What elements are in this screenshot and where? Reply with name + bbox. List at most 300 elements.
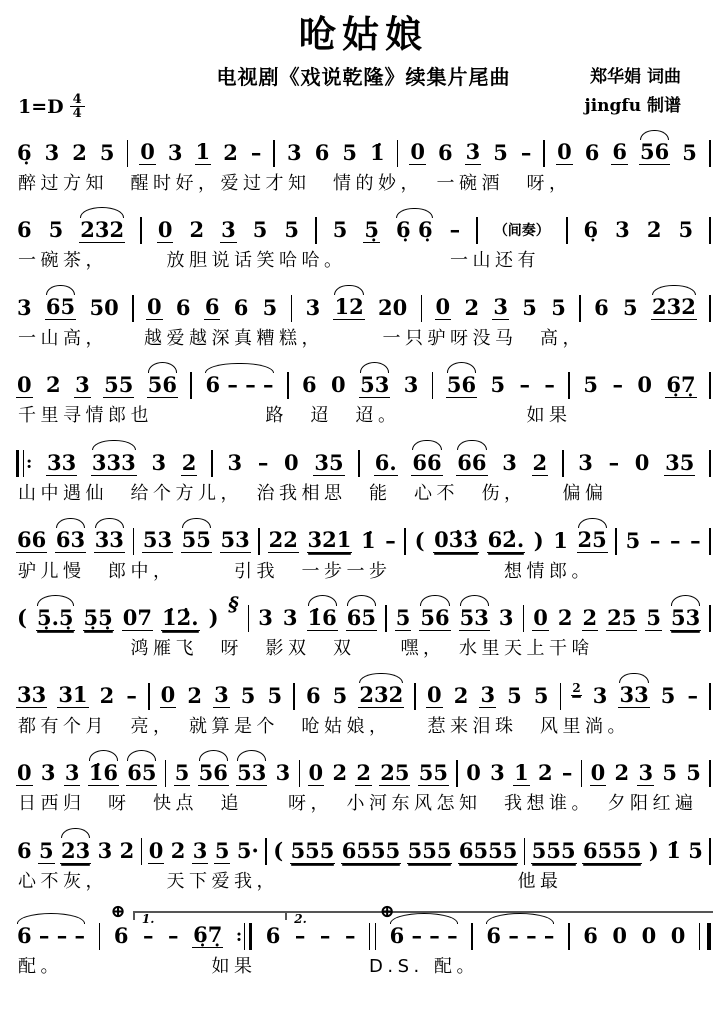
notation-token: 33: [618, 684, 649, 708]
slur-arc: [308, 595, 337, 605]
notation-token: 6: [437, 139, 453, 165]
notation-token: 5: [623, 294, 638, 320]
notation-token: 2: [356, 759, 371, 785]
notation-token: 3: [498, 605, 514, 631]
notation-token: 6 – – –: [16, 925, 86, 948]
notation-token: 6 – – –: [389, 925, 459, 948]
notation-token: –: [344, 922, 356, 948]
notation-token: 6̣: [583, 217, 599, 243]
notation-token: 55: [104, 371, 134, 397]
notation-token: 3: [287, 139, 302, 165]
notation-token: 5: [490, 372, 506, 398]
system: [14, 204, 713, 278]
notation-token: 66: [17, 527, 47, 553]
barline: [211, 450, 213, 477]
notation-token: 25: [607, 604, 637, 630]
repeat-start-barline: [16, 450, 32, 477]
barline: [581, 760, 583, 787]
notation-token: 3: [403, 372, 419, 398]
notation-token: 0: [612, 922, 628, 948]
barline: [456, 760, 458, 787]
notation-token: –: [687, 682, 698, 708]
notation-token: 0: [160, 682, 176, 708]
notation-token: –: [250, 139, 262, 165]
slur-arc: [37, 595, 74, 605]
notation-token: 5: [262, 294, 278, 320]
volta1-label: 1.: [141, 911, 155, 926]
notation-line: [14, 204, 713, 249]
notation-token: 2: [582, 604, 598, 630]
subtitle: 电视剧《戏说乾隆》续集片尾曲: [216, 64, 511, 89]
notation-token: 5: [551, 294, 566, 320]
coda-icon: ⊕: [110, 900, 126, 922]
barline: [291, 295, 293, 322]
slur-arc: [46, 285, 75, 295]
slur-arc: [640, 130, 669, 140]
notation-token: 56: [419, 607, 450, 631]
slur-arc: [360, 362, 389, 372]
notation-token: 33: [94, 529, 125, 553]
notation-token: 03̇3̇: [434, 527, 478, 553]
barline: [140, 217, 142, 244]
notation-token: 3: [465, 139, 481, 165]
notation-token: 5: [267, 682, 283, 708]
notation-token: (: [17, 605, 27, 631]
notation-token: 232: [651, 296, 697, 320]
barline: [414, 683, 416, 710]
slur-arc: [237, 750, 266, 760]
system: [14, 127, 713, 201]
notation-token: 5̣.5̣: [36, 607, 75, 631]
notation-token: 1: [553, 527, 568, 553]
notation-token: –: [294, 922, 306, 948]
notation-token: 5: [332, 682, 348, 708]
volta2-tick: [285, 911, 287, 920]
notation-token: 6: [305, 682, 321, 708]
slur-arc: [92, 440, 136, 450]
lyrics-line: 一碗茶， 放胆说话笑哈哈。 一山还有: [18, 250, 540, 272]
key-label: 1=D: [18, 95, 64, 118]
notation-token: 0: [637, 372, 652, 398]
slur-arc: [396, 208, 433, 218]
lyrics-line: 鸿雁飞 呀 影双 双 嘿， 水里天上干啥: [18, 638, 594, 660]
barline: [190, 372, 192, 399]
notation-line: [14, 127, 713, 172]
barline: [315, 217, 317, 244]
lyrics-line: 心不灰， 天下爱我， 他最: [18, 871, 563, 893]
notation-line: [14, 592, 713, 637]
notation-token: 3: [493, 294, 508, 320]
key-signature: [18, 93, 85, 121]
notation-token: 2: [532, 449, 548, 475]
slur-arc: [89, 750, 118, 760]
notation-token: 2: [223, 139, 238, 165]
notation-token: 3: [167, 139, 183, 165]
notation-token: ): [208, 605, 219, 631]
notation-token: 1̇2̇.: [162, 604, 199, 630]
notation-token: 3: [97, 838, 113, 864]
notation-token: 5: [682, 139, 697, 165]
notation-token: 53: [236, 762, 267, 786]
notation-token: –: [544, 372, 555, 398]
barline: [524, 838, 526, 865]
notation-token: 56: [147, 374, 178, 398]
interlude-label: （间奏）: [493, 222, 550, 239]
system: [14, 670, 713, 744]
notation-token: 5: [48, 217, 64, 243]
notation-token: 23: [60, 840, 91, 864]
volta2-label: 2.: [294, 911, 307, 926]
barline: [568, 372, 570, 399]
barline: [523, 605, 525, 632]
notation-token: 66: [456, 452, 487, 476]
notation-token: 2: [46, 372, 61, 398]
notation-token: 3: [490, 760, 505, 786]
notation-token: 5: [99, 139, 115, 165]
notation-token: 5: [533, 682, 549, 708]
barline: [148, 683, 150, 710]
notation-token: 6̣7̣: [666, 371, 696, 397]
notation-token: 07: [122, 604, 152, 630]
notation-token: 6 – – –: [485, 925, 555, 948]
notation-token: 0: [308, 759, 324, 785]
barline: [709, 295, 711, 322]
score: [0, 123, 727, 984]
time-signature-bottom: 4: [70, 106, 85, 121]
notation-token: 35: [314, 449, 344, 475]
notation-token: 0: [634, 450, 650, 476]
notation-token: 3: [258, 605, 273, 631]
notation-token: 62̇.: [487, 527, 525, 553]
system: [14, 747, 713, 821]
barline: [265, 838, 267, 865]
notation-token: 6: [204, 294, 220, 320]
composer-credit: 郑华娟 词曲: [590, 66, 681, 87]
lyrics-line: 日西归 呀 快点 追 呀， 小河东风怎知 我想谁。 夕阳红遍: [18, 793, 698, 815]
notation-token: 53: [359, 374, 390, 398]
slur-arc: [652, 285, 696, 295]
barline: [709, 838, 711, 865]
notation-token: 2: [99, 682, 115, 708]
notation-token: –: [449, 217, 461, 243]
notation-token: 53: [142, 527, 173, 553]
barline: [132, 295, 134, 322]
notation-token: 2: [557, 605, 573, 631]
notation-token: 35: [665, 449, 695, 475]
system: [14, 359, 713, 433]
notation-token: 333: [91, 452, 137, 476]
notation-token: –: [649, 527, 661, 553]
notation-line: [14, 747, 713, 792]
notation-token: 6: [583, 922, 598, 948]
notation-token: 20: [378, 294, 408, 320]
final-barline: [699, 923, 711, 950]
slur-arc: [578, 518, 607, 528]
notation-token: 5: [39, 837, 54, 863]
notation-token: 0: [146, 294, 162, 320]
notation-token: 5: [284, 217, 300, 243]
notation-token: 5: [583, 372, 599, 398]
notation-token: 3: [502, 450, 517, 476]
notation-token: 1̇: [360, 527, 376, 553]
barline: [127, 140, 129, 167]
system: [14, 825, 713, 899]
slur-arc: [447, 362, 476, 372]
notation-line: [14, 670, 713, 715]
notation-token: 5: [252, 217, 268, 243]
lyrics-line: 驴儿慢 郎中， 引我 一步一步 想情郎。: [18, 560, 594, 582]
barline: [287, 372, 289, 399]
barline: [258, 528, 260, 555]
notation-token: 0: [670, 922, 686, 948]
system: [14, 592, 713, 666]
lyrics-line: 配。 如果 D.S. 配。: [18, 955, 479, 977]
slur-arc: [205, 363, 273, 373]
barline: [560, 683, 562, 710]
notation-token: 5: [332, 217, 348, 243]
notation-token: –: [257, 450, 269, 476]
notation-token: 31: [58, 682, 88, 708]
system: [14, 282, 713, 356]
notation-token: 6555: [583, 837, 642, 863]
barline: [385, 605, 387, 632]
notation-token: 12: [333, 296, 364, 320]
barline: [709, 217, 711, 244]
notation-token: 1̇6: [307, 607, 338, 631]
time-signature: [70, 93, 85, 121]
notation-token: 6: [17, 217, 32, 243]
notation-token: –: [143, 922, 154, 948]
notation-token: 33: [17, 682, 47, 708]
notation-token: –: [520, 139, 532, 165]
barline: [709, 528, 711, 555]
coda-icon: ⊕: [379, 900, 395, 922]
notation-token: 6̣ 6̣: [395, 219, 434, 242]
notation-token: 1̇: [369, 139, 385, 165]
notation-token: 65: [126, 762, 157, 786]
barline: [404, 528, 406, 555]
notation-token: 6: [265, 922, 281, 948]
notation-token: 3: [305, 294, 321, 320]
barline: [568, 923, 570, 950]
notation-token: 555: [407, 837, 452, 863]
notation-token: 33: [46, 449, 77, 475]
notation-token: 3: [151, 450, 167, 476]
notation-token: 6 – – –: [204, 374, 274, 397]
notation-token: 5: [522, 294, 537, 320]
notation-token: (: [414, 527, 425, 553]
notation-token: 5: [493, 139, 508, 165]
notation-token: 3: [221, 216, 236, 242]
notation-token: 555: [290, 837, 335, 863]
slur-arc: [671, 595, 700, 605]
notation-token: 6555: [341, 837, 401, 863]
notation-token: 2: [646, 217, 662, 243]
notation-token: 0: [427, 682, 442, 708]
notation-token: 0: [284, 450, 299, 476]
slur-arc: [347, 595, 376, 605]
notation-token: –: [561, 760, 573, 786]
notation-token: 2: [537, 760, 553, 786]
slur-arc: [460, 595, 489, 605]
notation-token: 2: [170, 838, 186, 864]
notation-token: 6: [612, 139, 627, 165]
notation-token: 2: [187, 682, 202, 708]
notation-token: 0: [17, 371, 32, 397]
slur-arc: [420, 595, 449, 605]
notation-token: 0: [140, 139, 155, 165]
notation-token: 6: [113, 922, 129, 948]
slur-arc: [359, 673, 403, 683]
barline: [421, 295, 423, 322]
notation-token: 5̣5̣: [83, 604, 113, 630]
notation-token: 5: [214, 837, 230, 863]
system: [14, 515, 713, 589]
notation-token: 555: [531, 837, 576, 863]
notation-token: 3: [615, 217, 630, 243]
segno-icon: §: [228, 591, 239, 616]
notation-token: 5: [688, 838, 703, 864]
notation-token: 5: [395, 604, 411, 630]
notation-token: 55: [181, 529, 212, 553]
notation-token: 3: [275, 760, 291, 786]
notation-token: 3: [44, 139, 60, 165]
slur-arc: [457, 440, 486, 450]
notation-token: 1̇: [666, 838, 681, 864]
notation-token: 0: [466, 760, 481, 786]
repeat-bar: [244, 923, 252, 950]
barline: [543, 140, 545, 167]
repeat-dots: :: [26, 453, 33, 474]
barline: [99, 923, 101, 950]
barline: [299, 760, 301, 787]
notation-token: 5: [678, 217, 694, 243]
notation-token: 25: [380, 759, 410, 785]
notation-token: 3: [214, 682, 229, 708]
notation-token: 5: [646, 604, 662, 630]
notation-token: 0: [148, 837, 164, 863]
notation-token: 6555: [458, 837, 518, 863]
notation-token: 22: [268, 527, 298, 553]
time-signature-top: 4: [72, 91, 82, 107]
lyrics-line: 醉过方知 醒时好，爱过才知 情的妙， 一碗酒 呀，: [18, 172, 572, 194]
barline: [562, 450, 564, 477]
slur-arc: [80, 207, 124, 217]
notation-token: 0: [331, 372, 346, 398]
lyrics-line: 一山高， 越爱越深真糟糕， 一只驴呀没马 高，: [18, 327, 585, 349]
page-title: 呛姑娘: [299, 12, 428, 56]
barline: [615, 528, 617, 555]
notation-token: 232: [79, 219, 125, 243]
notation-token: 6: [314, 139, 330, 165]
barline: [293, 683, 295, 710]
notation-token: 50: [89, 294, 119, 320]
notation-token: 65: [45, 296, 76, 320]
notation-token: 6̣: [17, 139, 32, 165]
notation-token: 5̣: [364, 216, 380, 242]
notation-token: 5: [686, 760, 701, 786]
notation-token: 2: [189, 217, 205, 243]
barline: [709, 683, 711, 710]
notation-token: 6: [584, 139, 600, 165]
repeat-bar: [16, 450, 24, 477]
notation-line: [14, 359, 713, 404]
barline: [476, 217, 478, 244]
barline: [397, 140, 399, 167]
repeat-end-barline: [236, 923, 252, 950]
grace-note: 2: [572, 681, 581, 696]
notation-token: 3: [592, 682, 608, 708]
notation-token: 2: [72, 139, 87, 165]
notation-token: 3: [64, 759, 80, 785]
notation-token: 232: [358, 684, 404, 708]
barline: [133, 528, 135, 555]
notation-token: 5·: [236, 838, 259, 864]
notation-token: ): [533, 527, 544, 553]
barline: [709, 450, 711, 477]
barline: [358, 450, 360, 477]
notation-token: 5: [660, 682, 676, 708]
notation-token: 6.: [374, 449, 397, 475]
barline: [709, 140, 711, 167]
notation-token: 5: [240, 682, 256, 708]
lyrics-line: 山中遇仙 给个方儿， 治我相思 能 心不 伤， 偏偏: [18, 483, 608, 505]
notation-token: 2: [181, 449, 197, 475]
notation-token: –: [319, 922, 331, 948]
barline: [709, 372, 711, 399]
notation-token: 1: [514, 759, 529, 785]
volta1-tick: [133, 911, 135, 920]
notation-token: 56: [198, 762, 229, 786]
notation-token: 63: [55, 529, 86, 553]
barline: [566, 217, 568, 244]
notation-token: 0: [157, 216, 173, 242]
notation-token: 3: [227, 450, 243, 476]
notation-token: 0: [533, 604, 548, 630]
notation-token: 6: [233, 294, 249, 320]
notation-token: –: [690, 527, 701, 553]
notation-token: 0: [410, 139, 425, 165]
notation-line: [14, 825, 713, 870]
notation-token: 55: [418, 759, 448, 785]
notation-token: 5: [507, 682, 522, 708]
barline: [709, 605, 711, 632]
notation-token: 56: [446, 374, 477, 398]
notation-token: 66: [411, 452, 442, 476]
notation-token: 3: [40, 760, 56, 786]
slur-arc: [61, 828, 90, 838]
notation-token: 3: [17, 294, 32, 320]
notation-token: –: [168, 922, 179, 948]
slur-arc: [95, 518, 124, 528]
notation-token: 5: [174, 759, 190, 785]
notation-token: ): [648, 838, 659, 864]
transcriber-credit: jingfu 制谱: [584, 95, 681, 116]
slur-arc: [334, 285, 363, 295]
notation-token: 5: [662, 760, 677, 786]
slur-arc: [182, 518, 211, 528]
notation-token: –: [608, 450, 620, 476]
notation-token: 0: [590, 759, 606, 785]
double-barline: [369, 923, 376, 950]
notation-token: 3: [192, 837, 208, 863]
slur-arc: [619, 673, 648, 683]
notation-token: 3: [480, 682, 496, 708]
slur-arc: [127, 750, 156, 760]
notation-token: 3: [282, 605, 298, 631]
system: [14, 900, 713, 984]
subtitle-row: [18, 61, 709, 87]
